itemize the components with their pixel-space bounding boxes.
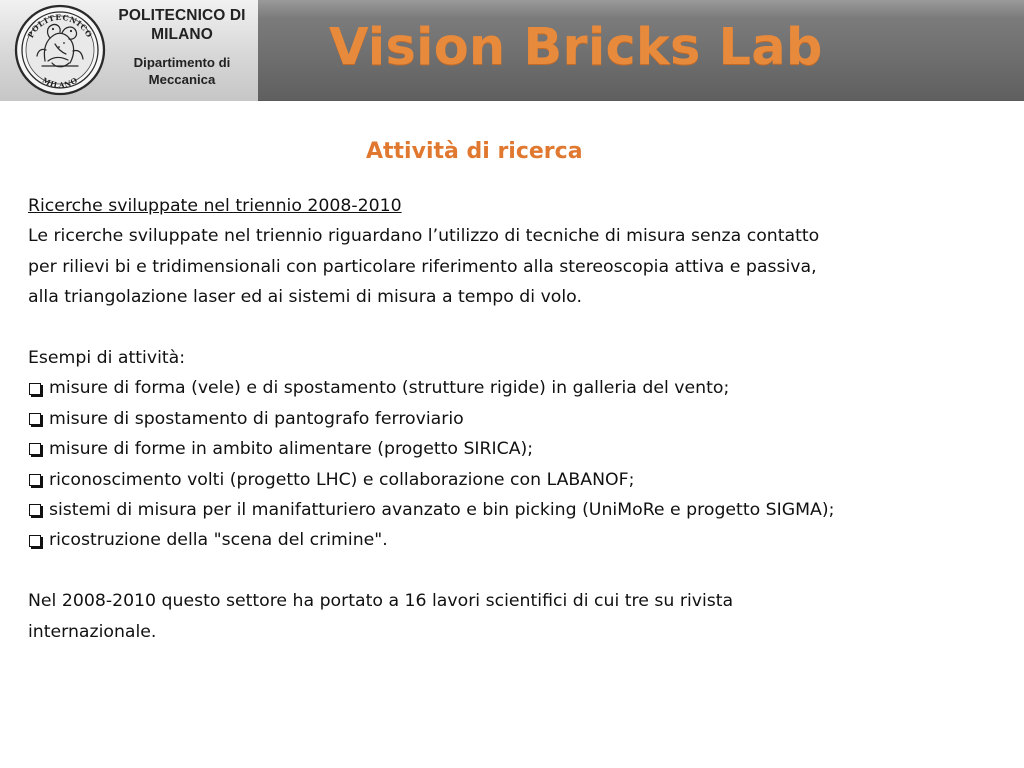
examples-list bbox=[28, 373, 1008, 555]
example-item bbox=[28, 404, 1008, 434]
paragraph-spacer bbox=[28, 313, 1008, 343]
paragraph-spacer bbox=[28, 556, 1008, 586]
checkbox-icon bbox=[29, 383, 41, 395]
conclusion-line-2: internazionale. bbox=[28, 621, 157, 642]
intro-line-1: Le ricerche sviluppate nel triennio riguardano l’utilizzo di tecniche di misura senza contatto bbox=[28, 226, 820, 247]
department-line-2: Meccanica bbox=[148, 72, 216, 87]
checkbox-icon bbox=[29, 504, 41, 516]
example-item bbox=[28, 465, 1008, 495]
example-item bbox=[28, 434, 1008, 464]
intro-line-3: alla triangolazione laser ed ai sistemi di misura a tempo di volo. bbox=[28, 287, 582, 308]
slide-content bbox=[28, 191, 1008, 647]
research-subheading: Ricerche sviluppate nel triennio 2008-2010 bbox=[28, 196, 402, 216]
intro-line-2: per rilievi bi e tridimensionali con particolare riferimento alla stereoscopia attiva e passiva, bbox=[28, 256, 817, 277]
example-text: ricostruzione della "scena del crimine". bbox=[49, 530, 388, 551]
checkbox-icon bbox=[29, 443, 41, 455]
department-name bbox=[108, 54, 296, 88]
conclusion-line-1: Nel 2008-2010 questo settore ha portato a 16 lavori scientifici di cui tre su rivista bbox=[28, 591, 734, 612]
slide-title: Attività di ricerca bbox=[366, 138, 583, 164]
svg-text:POLITECNICO: POLITECNICO bbox=[25, 12, 95, 40]
lab-title: Vision Bricks Lab bbox=[329, 18, 823, 77]
checkbox-icon bbox=[29, 413, 41, 425]
example-item bbox=[28, 495, 1008, 525]
svg-text:MILANO: MILANO bbox=[40, 75, 80, 90]
logo-panel bbox=[0, 0, 258, 101]
example-item bbox=[28, 373, 1008, 403]
example-text: misure di spostamento di pantografo ferroviario bbox=[49, 408, 464, 429]
department-line-1: Dipartimento di bbox=[133, 55, 231, 70]
example-text: misure di forma (vele) e di spostamento (strutture rigide) in galleria del vento; bbox=[49, 378, 730, 399]
checkbox-icon bbox=[29, 535, 41, 547]
university-name: POLITECNICO DI MILANO bbox=[118, 7, 246, 43]
checkbox-icon bbox=[29, 474, 41, 486]
example-text: sistemi di misura per il manifatturiero avanzato e bin picking (UniMoRe e progetto SIGMA); bbox=[49, 500, 835, 521]
examples-label: Esempi di attività: bbox=[28, 348, 186, 369]
example-text: misure di forme in ambito alimentare (progetto SIRICA); bbox=[49, 439, 534, 460]
university-seal-icon bbox=[12, 2, 108, 98]
example-text: riconoscimento volti (progetto LHC) e collaborazione con LABANOF; bbox=[49, 469, 635, 490]
header-band bbox=[0, 0, 1024, 101]
example-item bbox=[28, 525, 1008, 555]
